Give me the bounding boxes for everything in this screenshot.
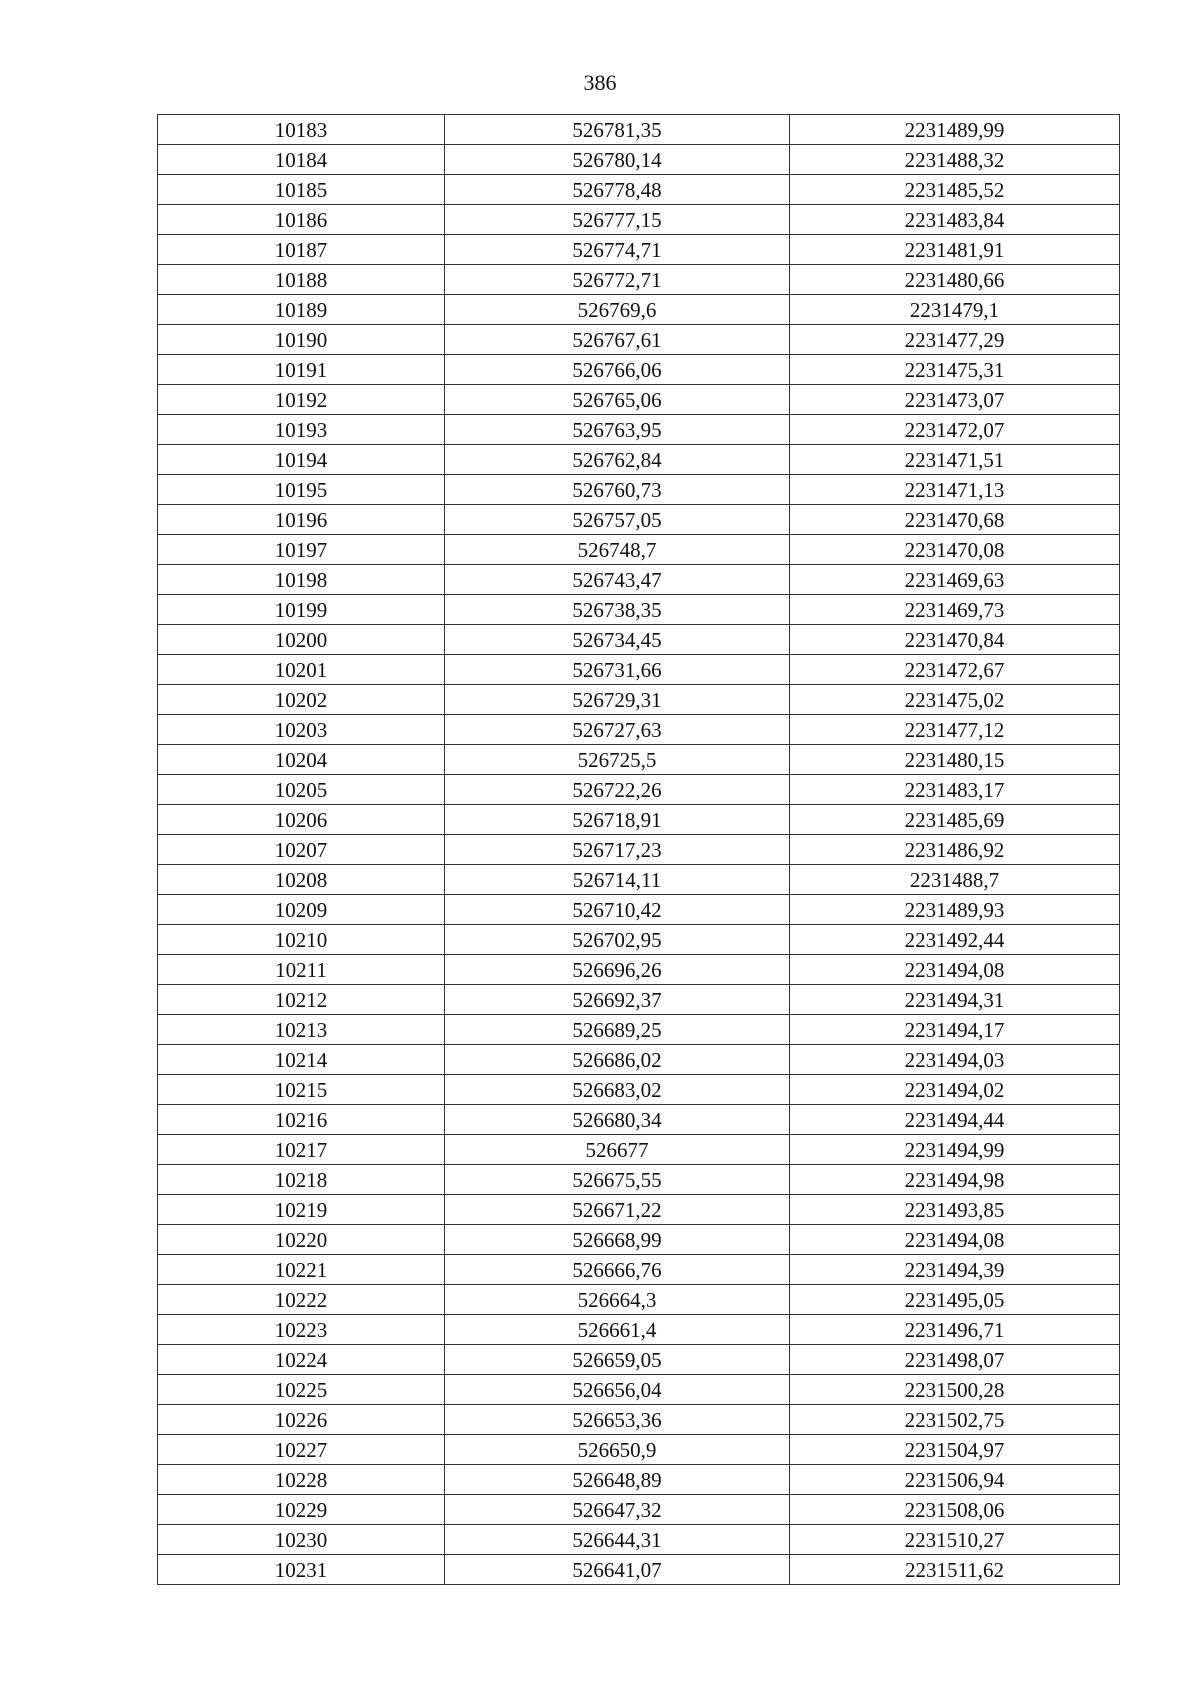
point-number-cell: 10207 [158,835,445,865]
table-row [158,655,1120,685]
point-number-cell: 10221 [158,1255,445,1285]
y-coordinate-cell: 2231494,31 [790,985,1120,1015]
point-number-cell: 10201 [158,655,445,685]
y-coordinate-cell: 2231477,29 [790,325,1120,355]
table-row [158,295,1120,325]
x-coordinate-cell: 526692,37 [445,985,790,1015]
x-coordinate-cell: 526767,61 [445,325,790,355]
x-coordinate-cell: 526777,15 [445,205,790,235]
table-row [158,1255,1120,1285]
table-row [158,1375,1120,1405]
table-row [158,1225,1120,1255]
table-row [158,835,1120,865]
x-coordinate-cell: 526774,71 [445,235,790,265]
x-coordinate-cell: 526680,34 [445,1105,790,1135]
x-coordinate-cell: 526725,5 [445,745,790,775]
x-coordinate-cell: 526729,31 [445,685,790,715]
point-number-cell: 10202 [158,685,445,715]
page-number: 386 [583,70,617,95]
y-coordinate-cell: 2231492,44 [790,925,1120,955]
table-row [158,1135,1120,1165]
y-coordinate-cell: 2231477,12 [790,715,1120,745]
point-number-cell: 10187 [158,235,445,265]
point-number-cell: 10203 [158,715,445,745]
y-coordinate-cell: 2231494,44 [790,1105,1120,1135]
point-number-cell: 10215 [158,1075,445,1105]
x-coordinate-cell: 526696,26 [445,955,790,985]
y-coordinate-cell: 2231496,71 [790,1315,1120,1345]
y-coordinate-cell: 2231469,63 [790,565,1120,595]
y-coordinate-cell: 2231485,52 [790,175,1120,205]
point-number-cell: 10189 [158,295,445,325]
x-coordinate-cell: 526683,02 [445,1075,790,1105]
point-number-cell: 10218 [158,1165,445,1195]
x-coordinate-cell: 526650,9 [445,1435,790,1465]
table-row [158,895,1120,925]
y-coordinate-cell: 2231493,85 [790,1195,1120,1225]
x-coordinate-cell: 526661,4 [445,1315,790,1345]
y-coordinate-cell: 2231494,17 [790,1015,1120,1045]
y-coordinate-cell: 2231494,39 [790,1255,1120,1285]
x-coordinate-cell: 526748,7 [445,535,790,565]
table-row [158,985,1120,1015]
x-coordinate-cell: 526686,02 [445,1045,790,1075]
table-row [158,625,1120,655]
x-coordinate-cell: 526671,22 [445,1195,790,1225]
x-coordinate-cell: 526738,35 [445,595,790,625]
point-number-cell: 10226 [158,1405,445,1435]
table-row [158,1345,1120,1375]
point-number-cell: 10217 [158,1135,445,1165]
table-row [158,1405,1120,1435]
y-coordinate-cell: 2231485,69 [790,805,1120,835]
y-coordinate-cell: 2231480,66 [790,265,1120,295]
table-row [158,1465,1120,1495]
y-coordinate-cell: 2231494,08 [790,955,1120,985]
x-coordinate-cell: 526734,45 [445,625,790,655]
table-row [158,745,1120,775]
point-number-cell: 10205 [158,775,445,805]
table-row [158,265,1120,295]
table-row [158,865,1120,895]
point-number-cell: 10199 [158,595,445,625]
x-coordinate-cell: 526781,35 [445,115,790,145]
y-coordinate-cell: 2231510,27 [790,1525,1120,1555]
x-coordinate-cell: 526718,91 [445,805,790,835]
x-coordinate-cell: 526664,3 [445,1285,790,1315]
y-coordinate-cell: 2231475,02 [790,685,1120,715]
table-row [158,1045,1120,1075]
y-coordinate-cell: 2231483,17 [790,775,1120,805]
point-number-cell: 10231 [158,1555,445,1585]
point-number-cell: 10225 [158,1375,445,1405]
x-coordinate-cell: 526677 [445,1135,790,1165]
point-number-cell: 10216 [158,1105,445,1135]
table-row [158,775,1120,805]
x-coordinate-cell: 526769,6 [445,295,790,325]
point-number-cell: 10185 [158,175,445,205]
table-row [158,1015,1120,1045]
x-coordinate-cell: 526765,06 [445,385,790,415]
point-number-cell: 10212 [158,985,445,1015]
x-coordinate-cell: 526722,26 [445,775,790,805]
y-coordinate-cell: 2231471,51 [790,445,1120,475]
point-number-cell: 10228 [158,1465,445,1495]
table-row [158,205,1120,235]
point-number-cell: 10211 [158,955,445,985]
y-coordinate-cell: 2231470,08 [790,535,1120,565]
x-coordinate-cell: 526656,04 [445,1375,790,1405]
x-coordinate-cell: 526743,47 [445,565,790,595]
point-number-cell: 10197 [158,535,445,565]
y-coordinate-cell: 2231471,13 [790,475,1120,505]
x-coordinate-cell: 526641,07 [445,1555,790,1585]
table-row [158,1555,1120,1585]
y-coordinate-cell: 2231494,03 [790,1045,1120,1075]
x-coordinate-cell: 526780,14 [445,145,790,175]
table-row [158,595,1120,625]
table-row [158,475,1120,505]
coordinates-table-body [158,115,1120,1585]
y-coordinate-cell: 2231480,15 [790,745,1120,775]
table-row [158,1525,1120,1555]
table-row [158,505,1120,535]
y-coordinate-cell: 2231472,07 [790,415,1120,445]
x-coordinate-cell: 526659,05 [445,1345,790,1375]
y-coordinate-cell: 2231475,31 [790,355,1120,385]
x-coordinate-cell: 526762,84 [445,445,790,475]
y-coordinate-cell: 2231472,67 [790,655,1120,685]
x-coordinate-cell: 526647,32 [445,1495,790,1525]
point-number-cell: 10194 [158,445,445,475]
y-coordinate-cell: 2231494,98 [790,1165,1120,1195]
y-coordinate-cell: 2231481,91 [790,235,1120,265]
point-number-cell: 10204 [158,745,445,775]
table-row [158,1435,1120,1465]
x-coordinate-cell: 526772,71 [445,265,790,295]
y-coordinate-cell: 2231494,02 [790,1075,1120,1105]
x-coordinate-cell: 526760,73 [445,475,790,505]
point-number-cell: 10198 [158,565,445,595]
table-row [158,565,1120,595]
x-coordinate-cell: 526710,42 [445,895,790,925]
y-coordinate-cell: 2231479,1 [790,295,1120,325]
point-number-cell: 10210 [158,925,445,955]
y-coordinate-cell: 2231500,28 [790,1375,1120,1405]
x-coordinate-cell: 526668,99 [445,1225,790,1255]
table-row [158,685,1120,715]
y-coordinate-cell: 2231473,07 [790,385,1120,415]
table-row [158,1195,1120,1225]
table-row [158,355,1120,385]
x-coordinate-cell: 526666,76 [445,1255,790,1285]
point-number-cell: 10219 [158,1195,445,1225]
y-coordinate-cell: 2231494,99 [790,1135,1120,1165]
y-coordinate-cell: 2231498,07 [790,1345,1120,1375]
point-number-cell: 10186 [158,205,445,235]
y-coordinate-cell: 2231488,7 [790,865,1120,895]
point-number-cell: 10214 [158,1045,445,1075]
y-coordinate-cell: 2231486,92 [790,835,1120,865]
x-coordinate-cell: 526766,06 [445,355,790,385]
point-number-cell: 10184 [158,145,445,175]
y-coordinate-cell: 2231494,08 [790,1225,1120,1255]
point-number-cell: 10223 [158,1315,445,1345]
table-row [158,1315,1120,1345]
x-coordinate-cell: 526648,89 [445,1465,790,1495]
table-row [158,805,1120,835]
point-number-cell: 10229 [158,1495,445,1525]
table-row [158,385,1120,415]
point-number-cell: 10224 [158,1345,445,1375]
y-coordinate-cell: 2231495,05 [790,1285,1120,1315]
y-coordinate-cell: 2231489,93 [790,895,1120,925]
y-coordinate-cell: 2231508,06 [790,1495,1120,1525]
x-coordinate-cell: 526675,55 [445,1165,790,1195]
table-row [158,115,1120,145]
point-number-cell: 10190 [158,325,445,355]
table-row [158,145,1120,175]
table-row [158,175,1120,205]
y-coordinate-cell: 2231470,84 [790,625,1120,655]
point-number-cell: 10195 [158,475,445,505]
y-coordinate-cell: 2231511,62 [790,1555,1120,1585]
table-row [158,325,1120,355]
table-row [158,235,1120,265]
point-number-cell: 10192 [158,385,445,415]
y-coordinate-cell: 2231469,73 [790,595,1120,625]
x-coordinate-cell: 526727,63 [445,715,790,745]
table-row [158,1495,1120,1525]
point-number-cell: 10193 [158,415,445,445]
point-number-cell: 10213 [158,1015,445,1045]
y-coordinate-cell: 2231483,84 [790,205,1120,235]
point-number-cell: 10208 [158,865,445,895]
table-row [158,1165,1120,1195]
table-row [158,535,1120,565]
point-number-cell: 10230 [158,1525,445,1555]
table-row [158,715,1120,745]
table-row [158,1075,1120,1105]
y-coordinate-cell: 2231502,75 [790,1405,1120,1435]
x-coordinate-cell: 526702,95 [445,925,790,955]
table-row [158,1105,1120,1135]
table-row [158,1285,1120,1315]
x-coordinate-cell: 526689,25 [445,1015,790,1045]
point-number-cell: 10227 [158,1435,445,1465]
coordinates-table [157,114,1120,1585]
table-row [158,445,1120,475]
table-row [158,955,1120,985]
y-coordinate-cell: 2231506,94 [790,1465,1120,1495]
point-number-cell: 10206 [158,805,445,835]
y-coordinate-cell: 2231504,97 [790,1435,1120,1465]
table-row [158,415,1120,445]
y-coordinate-cell: 2231488,32 [790,145,1120,175]
point-number-cell: 10188 [158,265,445,295]
x-coordinate-cell: 526757,05 [445,505,790,535]
point-number-cell: 10183 [158,115,445,145]
x-coordinate-cell: 526714,11 [445,865,790,895]
point-number-cell: 10191 [158,355,445,385]
point-number-cell: 10209 [158,895,445,925]
point-number-cell: 10222 [158,1285,445,1315]
point-number-cell: 10220 [158,1225,445,1255]
x-coordinate-cell: 526717,23 [445,835,790,865]
y-coordinate-cell: 2231489,99 [790,115,1120,145]
point-number-cell: 10196 [158,505,445,535]
y-coordinate-cell: 2231470,68 [790,505,1120,535]
x-coordinate-cell: 526778,48 [445,175,790,205]
x-coordinate-cell: 526644,31 [445,1525,790,1555]
table-row [158,925,1120,955]
point-number-cell: 10200 [158,625,445,655]
x-coordinate-cell: 526763,95 [445,415,790,445]
x-coordinate-cell: 526653,36 [445,1405,790,1435]
x-coordinate-cell: 526731,66 [445,655,790,685]
